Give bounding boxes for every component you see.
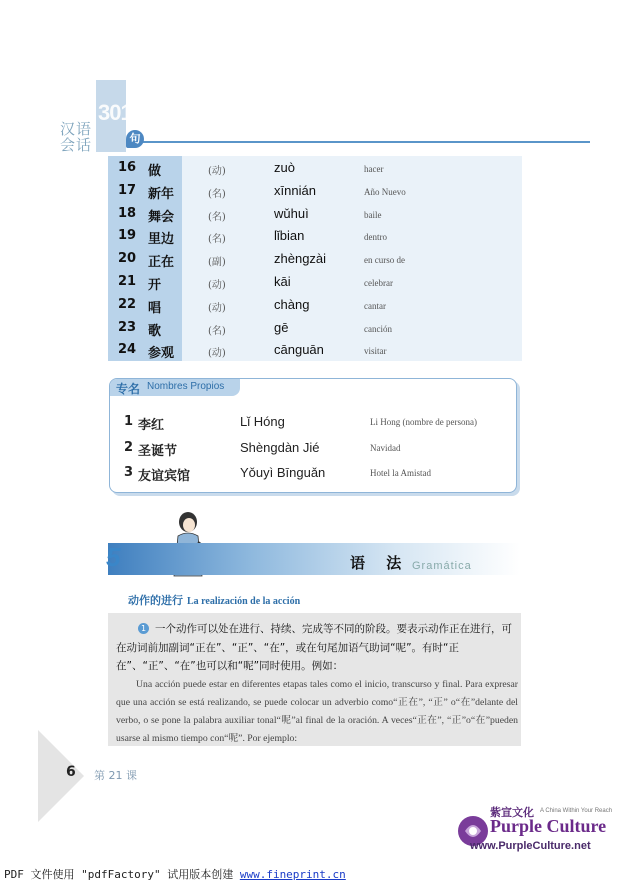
header-rule bbox=[140, 141, 590, 143]
vocab-spanish: canción bbox=[364, 323, 392, 334]
vocab-row bbox=[108, 251, 522, 274]
vocab-spanish: dentro bbox=[364, 232, 387, 243]
vocab-part-of-speech: (动) bbox=[208, 280, 226, 291]
brand-watermark bbox=[440, 800, 620, 864]
page-corner-triangle bbox=[38, 730, 84, 822]
grammar-text-zh-body: 一个动作可以处在进行、持续、完成等不同的阶段。要表示动作正在进行，可在动词前加副词“正在”、“正”、“在”，或在句尾加语气助词“呢”。有时“正在”、“正”、“在”也可以和“呢”同时使用。例如： bbox=[116, 623, 512, 672]
vocab-part-of-speech: (名) bbox=[208, 325, 226, 337]
vocab-part-of-speech: (动) bbox=[208, 302, 226, 314]
vocab-pinyin: xīnnián bbox=[274, 182, 316, 198]
vocab-hanzi: 里边 bbox=[148, 232, 175, 248]
proper-name-pinyin: Lǐ Hóng bbox=[240, 414, 285, 429]
vocab-row bbox=[108, 206, 522, 229]
vocab-row bbox=[108, 160, 522, 183]
pdf-link[interactable]: www.fineprint.cn bbox=[239, 868, 346, 881]
vocab-part-of-speech: (名) bbox=[208, 234, 226, 246]
vocab-spanish: cantar bbox=[364, 300, 386, 311]
proper-names-title-es: Nombres Propios bbox=[147, 381, 225, 392]
vocab-hanzi: 唱 bbox=[148, 300, 162, 316]
proper-name-pinyin: Yǒuyì Bīnguǎn bbox=[240, 465, 326, 480]
sentence-badge: 句 bbox=[126, 130, 144, 148]
vocab-spanish: visitar bbox=[364, 346, 387, 357]
grammar-text-es: Una acción puede estar en diferentes etapas tales como el inicio, transcurso y final. Para expresar que una acción se está realizando, se puede colocar un adverbio como“正在”, “正” o“在”delante del verbo, o se pone la palabra auxiliar tonal“呢”al final de la oración. A veces“正在”, “正”o“在”pueden usarse al mismo tiempo con“呢”. Por ejemplo: bbox=[116, 679, 518, 744]
vocab-hanzi: 开 bbox=[148, 278, 162, 293]
vocab-hanzi: 新年 bbox=[148, 186, 175, 202]
book-number: 301 bbox=[98, 100, 132, 125]
grammar-topic-zh: 动作的进行 bbox=[128, 594, 183, 607]
vocab-number: 19 bbox=[118, 228, 137, 244]
vocab-number: 21 bbox=[118, 274, 137, 289]
vocab-pinyin: kāi bbox=[274, 274, 291, 289]
grammar-topic-es: La realización de la acción bbox=[187, 596, 301, 607]
proper-names-title-zh: 专名 bbox=[116, 382, 141, 396]
vocab-part-of-speech: (名) bbox=[208, 211, 226, 223]
section-number: 5 bbox=[106, 542, 121, 572]
vocab-spanish: en curso de bbox=[364, 255, 405, 266]
proper-name-row bbox=[110, 440, 510, 464]
vocab-row bbox=[108, 297, 522, 320]
proper-name-number: 1 bbox=[124, 414, 134, 429]
grammar-topic bbox=[128, 592, 300, 608]
section-title-zh: 语 法 bbox=[350, 554, 410, 572]
book-title: 汉语 会话 bbox=[60, 120, 93, 154]
vocab-number: 23 bbox=[118, 319, 137, 335]
vocab-spanish: baile bbox=[364, 209, 382, 220]
vocab-part-of-speech: (动) bbox=[208, 348, 226, 360]
vocab-pinyin: gē bbox=[274, 319, 289, 335]
vocab-number: 16 bbox=[118, 160, 137, 175]
vocab-spanish: celebrar bbox=[364, 278, 393, 288]
vocab-row bbox=[108, 183, 522, 206]
proper-name-pinyin: Shèngdàn Jié bbox=[240, 439, 320, 455]
proper-name-hanzi: 圣诞节 bbox=[138, 443, 178, 459]
vocab-spanish: hacer bbox=[364, 164, 384, 174]
lesson-label: 第 21 课 bbox=[94, 769, 137, 782]
vocab-number: 17 bbox=[118, 182, 137, 198]
brand-url: www.PurpleCulture.net bbox=[470, 840, 591, 852]
proper-name-row bbox=[110, 414, 510, 438]
vocab-hanzi: 做 bbox=[148, 164, 162, 179]
vocab-hanzi: 歌 bbox=[148, 323, 162, 339]
vocab-part-of-speech: (副) bbox=[208, 257, 226, 269]
vocab-number: 20 bbox=[118, 251, 137, 267]
vocab-number: 22 bbox=[118, 296, 137, 312]
proper-name-spanish: Li Hong (nombre de persona) bbox=[370, 417, 477, 427]
pdf-notice-text: PDF 文件使用 "pdfFactory" 试用版本创建 bbox=[4, 868, 240, 881]
brand-tagline: A China Within Your Reach bbox=[540, 808, 613, 814]
vocab-hanzi: 参观 bbox=[148, 346, 175, 362]
vocab-part-of-speech: (名) bbox=[208, 188, 226, 200]
proper-names-tab bbox=[110, 379, 240, 396]
vocab-pinyin: cānguān bbox=[274, 342, 324, 358]
vocab-pinyin: chàng bbox=[274, 296, 310, 312]
proper-name-number: 2 bbox=[124, 439, 134, 455]
vocab-number: 24 bbox=[118, 342, 137, 358]
brand-name: Purple Culture bbox=[490, 816, 607, 836]
vocab-row bbox=[108, 342, 522, 365]
proper-name-row bbox=[110, 465, 510, 489]
proper-name-hanzi: 友谊宾馆 bbox=[138, 469, 191, 484]
proper-name-hanzi: 李红 bbox=[138, 418, 165, 433]
vocab-hanzi: 舞会 bbox=[148, 209, 175, 225]
proper-name-spanish: Hotel la Amistad bbox=[370, 468, 431, 478]
proper-name-number: 3 bbox=[124, 465, 134, 480]
vocab-part-of-speech: (动) bbox=[208, 166, 226, 177]
vocab-spanish: Año Nuevo bbox=[364, 186, 406, 197]
brand-cn: 紫宣文化 bbox=[490, 806, 534, 819]
grammar-text-zh bbox=[116, 620, 518, 676]
vocab-row bbox=[108, 320, 522, 343]
vocab-pinyin: lǐbian bbox=[274, 228, 305, 244]
point-number-badge: 1 bbox=[138, 623, 149, 634]
vocab-hanzi: 正在 bbox=[148, 255, 175, 271]
vocab-pinyin: zhèngzài bbox=[274, 251, 327, 267]
page-number: 6 bbox=[66, 764, 76, 780]
book-number-block bbox=[96, 80, 132, 152]
section-title-es: Gramática bbox=[412, 560, 472, 572]
pdf-notice bbox=[4, 866, 346, 882]
proper-name-spanish: Navidad bbox=[370, 442, 401, 453]
vocab-pinyin: wǔhuì bbox=[274, 205, 309, 221]
vocab-row bbox=[108, 274, 522, 297]
vocab-pinyin: zuò bbox=[274, 160, 295, 175]
vocab-number: 18 bbox=[118, 205, 137, 221]
vocab-row bbox=[108, 228, 522, 251]
